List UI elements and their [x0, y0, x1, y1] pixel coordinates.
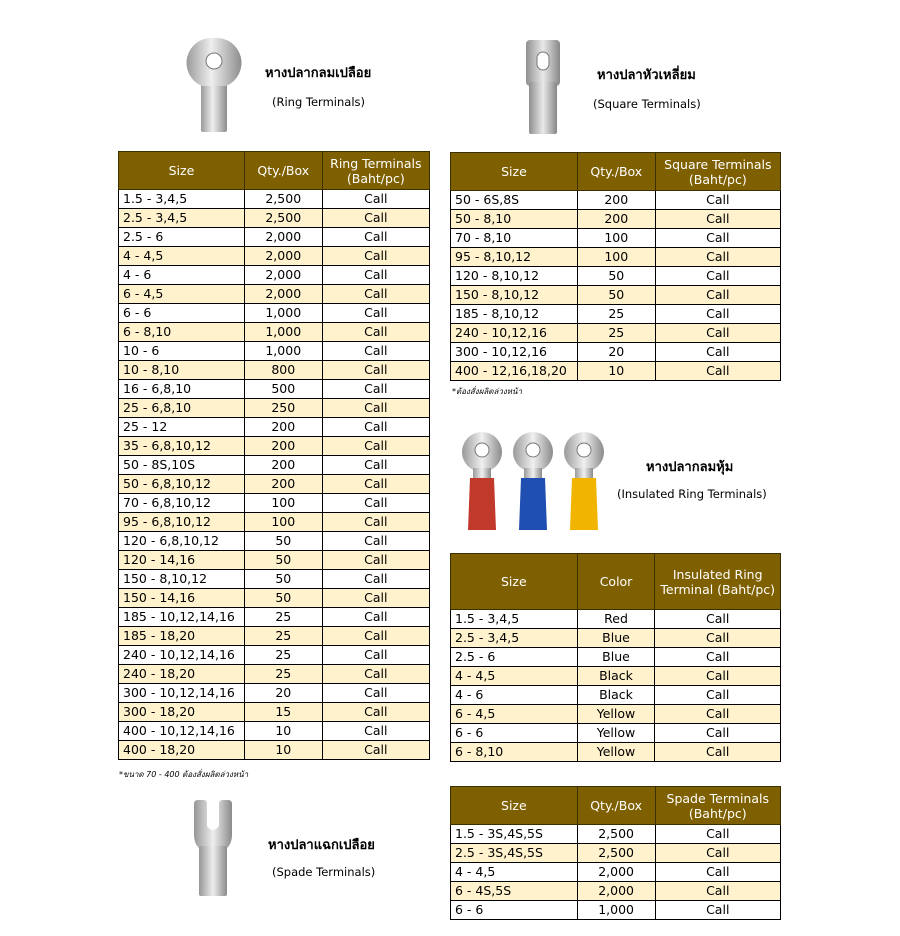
size-cell: 150 - 8,10,12 — [119, 570, 245, 589]
col-price: Insulated Ring Terminal (Baht/pc) — [655, 554, 781, 610]
price-cell: Call — [655, 724, 781, 743]
col-size: Size — [451, 153, 578, 191]
qty-cell: 1,000 — [244, 304, 322, 323]
qty-cell: 2,000 — [577, 882, 655, 901]
price-cell: Call — [322, 627, 429, 646]
qty-cell: 500 — [244, 380, 322, 399]
size-cell: 6 - 6 — [119, 304, 245, 323]
price-cell: Call — [322, 285, 429, 304]
table-row — [451, 362, 781, 381]
size-cell: 400 - 12,16,18,20 — [451, 362, 578, 381]
square-subheading: (Square Terminals) — [593, 97, 701, 111]
price-cell: Call — [322, 532, 429, 551]
size-cell: 120 - 14,16 — [119, 551, 245, 570]
price-cell: Call — [322, 342, 429, 361]
price-cell: Call — [655, 743, 781, 762]
size-cell: 50 - 6S,8S — [451, 191, 578, 210]
size-cell: 185 - 10,12,14,16 — [119, 608, 245, 627]
size-cell: 300 - 10,12,14,16 — [119, 684, 245, 703]
price-cell: Call — [322, 247, 429, 266]
size-cell: 35 - 6,8,10,12 — [119, 437, 245, 456]
size-cell: 4 - 6 — [451, 686, 578, 705]
table-row — [119, 627, 430, 646]
table-row — [451, 825, 781, 844]
size-cell: 50 - 8,10 — [451, 210, 578, 229]
size-cell: 1.5 - 3S,4S,5S — [451, 825, 578, 844]
table-row — [451, 343, 781, 362]
red-insulated-terminal — [462, 432, 502, 530]
price-cell: Call — [655, 901, 780, 920]
table-row — [119, 589, 430, 608]
table-row — [119, 703, 430, 722]
table-row — [119, 665, 430, 684]
size-cell: 6 - 4,5 — [451, 705, 578, 724]
price-cell: Call — [322, 304, 429, 323]
size-cell: 185 - 8,10,12 — [451, 305, 578, 324]
table-row — [119, 570, 430, 589]
qty-cell: 25 — [577, 305, 655, 324]
table-row — [451, 901, 781, 920]
table-row — [119, 646, 430, 665]
table-row — [451, 844, 781, 863]
color-cell: Black — [577, 686, 655, 705]
table-row — [451, 610, 781, 629]
table-row — [119, 494, 430, 513]
price-cell: Call — [322, 323, 429, 342]
ring-terminal-image — [186, 36, 242, 136]
table-row — [119, 475, 430, 494]
col-price: Ring Terminals (Baht/pc) — [322, 152, 429, 190]
qty-cell: 200 — [244, 418, 322, 437]
qty-cell: 200 — [244, 437, 322, 456]
qty-cell: 2,000 — [244, 266, 322, 285]
qty-cell: 200 — [244, 475, 322, 494]
size-cell: 2.5 - 6 — [119, 228, 245, 247]
qty-cell: 25 — [244, 646, 322, 665]
spade-heading: หางปลาแฉกเปลือย — [268, 838, 375, 853]
price-cell: Call — [655, 705, 781, 724]
price-cell: Call — [322, 266, 429, 285]
price-cell: Call — [322, 494, 429, 513]
price-cell: Call — [322, 361, 429, 380]
size-cell: 6 - 4,5 — [119, 285, 245, 304]
qty-cell: 100 — [244, 494, 322, 513]
qty-cell: 2,000 — [244, 285, 322, 304]
qty-cell: 50 — [244, 570, 322, 589]
qty-cell: 2,000 — [577, 863, 655, 882]
price-cell: Call — [322, 684, 429, 703]
size-cell: 300 - 18,20 — [119, 703, 245, 722]
table-row — [119, 190, 430, 209]
size-cell: 50 - 6,8,10,12 — [119, 475, 245, 494]
price-cell: Call — [655, 362, 780, 381]
price-cell: Call — [322, 589, 429, 608]
price-cell: Call — [322, 646, 429, 665]
table-row — [119, 361, 430, 380]
price-cell: Call — [655, 629, 781, 648]
table-row — [451, 191, 781, 210]
size-cell: 25 - 6,8,10 — [119, 399, 245, 418]
qty-cell: 10 — [577, 362, 655, 381]
qty-cell: 2,500 — [244, 190, 322, 209]
square-terminals-table — [450, 152, 781, 381]
size-cell: 185 - 18,20 — [119, 627, 245, 646]
table-row — [451, 629, 781, 648]
price-cell: Call — [322, 665, 429, 684]
table-row — [451, 324, 781, 343]
qty-cell: 20 — [244, 684, 322, 703]
qty-cell: 10 — [244, 722, 322, 741]
price-cell: Call — [655, 667, 781, 686]
price-cell: Call — [322, 209, 429, 228]
qty-cell: 2,500 — [244, 209, 322, 228]
price-cell: Call — [322, 475, 429, 494]
square-terminal-image — [520, 38, 566, 138]
size-cell: 240 - 10,12,16 — [451, 324, 578, 343]
size-cell: 2.5 - 3,4,5 — [451, 629, 578, 648]
size-cell: 95 - 8,10,12 — [451, 248, 578, 267]
col-size: Size — [451, 554, 578, 610]
color-cell: Blue — [577, 648, 655, 667]
qty-cell: 50 — [244, 532, 322, 551]
qty-cell: 15 — [244, 703, 322, 722]
square-heading: หางปลาหัวเหลี่ยม — [597, 68, 696, 83]
qty-cell: 1,000 — [577, 901, 655, 920]
size-cell: 400 - 18,20 — [119, 741, 245, 760]
price-cell: Call — [322, 722, 429, 741]
price-cell: Call — [322, 437, 429, 456]
size-cell: 6 - 8,10 — [451, 743, 578, 762]
size-cell: 4 - 4,5 — [451, 863, 578, 882]
size-cell: 6 - 4S,5S — [451, 882, 578, 901]
qty-cell: 25 — [577, 324, 655, 343]
size-cell: 2.5 - 6 — [451, 648, 578, 667]
price-cell: Call — [322, 418, 429, 437]
size-cell: 120 - 6,8,10,12 — [119, 532, 245, 551]
col-price: Square Terminals (Baht/pc) — [655, 153, 780, 191]
qty-cell: 100 — [577, 229, 655, 248]
price-cell: Call — [322, 228, 429, 247]
price-cell: Call — [322, 190, 429, 209]
price-cell: Call — [655, 191, 780, 210]
size-cell: 4 - 4,5 — [451, 667, 578, 686]
price-cell: Call — [655, 305, 780, 324]
qty-cell: 800 — [244, 361, 322, 380]
price-cell: Call — [655, 648, 781, 667]
qty-cell: 250 — [244, 399, 322, 418]
qty-cell: 10 — [244, 741, 322, 760]
color-cell: Blue — [577, 629, 655, 648]
table-row — [451, 667, 781, 686]
qty-cell: 100 — [244, 513, 322, 532]
col-size: Size — [119, 152, 245, 190]
table-row — [119, 285, 430, 304]
size-cell: 300 - 10,12,16 — [451, 343, 578, 362]
table-row — [451, 267, 781, 286]
table-row — [451, 686, 781, 705]
size-cell: 16 - 6,8,10 — [119, 380, 245, 399]
price-cell: Call — [655, 844, 780, 863]
table-row — [119, 266, 430, 285]
size-cell: 25 - 12 — [119, 418, 245, 437]
price-cell: Call — [655, 248, 780, 267]
price-cell: Call — [655, 286, 780, 305]
color-cell: Black — [577, 667, 655, 686]
table-row — [119, 304, 430, 323]
size-cell: 6 - 6 — [451, 901, 578, 920]
table-row — [119, 323, 430, 342]
table-row — [119, 608, 430, 627]
qty-cell: 2,000 — [244, 247, 322, 266]
col-qty: Qty./Box — [577, 787, 655, 825]
price-cell: Call — [322, 399, 429, 418]
table-row — [119, 684, 430, 703]
size-cell: 50 - 8S,10S — [119, 456, 245, 475]
color-cell: Red — [577, 610, 655, 629]
qty-cell: 50 — [577, 267, 655, 286]
size-cell: 1.5 - 3,4,5 — [451, 610, 578, 629]
qty-cell: 50 — [577, 286, 655, 305]
table-row — [119, 456, 430, 475]
size-cell: 10 - 6 — [119, 342, 245, 361]
qty-cell: 200 — [244, 456, 322, 475]
qty-cell: 2,500 — [577, 844, 655, 863]
qty-cell: 1,000 — [244, 323, 322, 342]
size-cell: 2.5 - 3S,4S,5S — [451, 844, 578, 863]
qty-cell: 50 — [244, 551, 322, 570]
size-cell: 4 - 6 — [119, 266, 245, 285]
price-cell: Call — [655, 324, 780, 343]
size-cell: 10 - 8,10 — [119, 361, 245, 380]
price-cell: Call — [655, 229, 780, 248]
price-cell: Call — [322, 513, 429, 532]
qty-cell: 50 — [244, 589, 322, 608]
qty-cell: 25 — [244, 627, 322, 646]
table-row — [451, 305, 781, 324]
color-cell: Yellow — [577, 724, 655, 743]
price-cell: Call — [322, 608, 429, 627]
table-row — [451, 743, 781, 762]
price-cell: Call — [655, 882, 780, 901]
insulated-subheading: (Insulated Ring Terminals) — [617, 487, 767, 501]
ring-terminals-table — [118, 151, 430, 760]
table-row — [451, 286, 781, 305]
size-cell: 1.5 - 3,4,5 — [119, 190, 245, 209]
spade-terminal-image — [190, 800, 236, 900]
table-row — [119, 532, 430, 551]
table-row — [451, 863, 781, 882]
price-cell: Call — [655, 343, 780, 362]
qty-cell: 20 — [577, 343, 655, 362]
price-cell: Call — [322, 456, 429, 475]
price-cell: Call — [655, 825, 780, 844]
table-row — [119, 418, 430, 437]
size-cell: 400 - 10,12,14,16 — [119, 722, 245, 741]
size-cell: 70 - 6,8,10,12 — [119, 494, 245, 513]
table-row — [451, 882, 781, 901]
size-cell: 240 - 18,20 — [119, 665, 245, 684]
col-color: Color — [577, 554, 655, 610]
price-cell: Call — [655, 267, 780, 286]
ring-note: *ขนาด 70 - 400 ต้องสั่งผลิตล่วงหน้า — [119, 770, 249, 779]
size-cell: 120 - 8,10,12 — [451, 267, 578, 286]
size-cell: 240 - 10,12,14,16 — [119, 646, 245, 665]
price-cell: Call — [322, 570, 429, 589]
table-row — [119, 551, 430, 570]
table-row — [119, 342, 430, 361]
table-row — [119, 399, 430, 418]
price-cell: Call — [322, 551, 429, 570]
spade-subheading: (Spade Terminals) — [272, 865, 376, 879]
table-row — [119, 741, 430, 760]
qty-cell: 25 — [244, 608, 322, 627]
col-price: Spade Terminals (Baht/pc) — [655, 787, 780, 825]
price-cell: Call — [322, 741, 429, 760]
table-row — [451, 229, 781, 248]
table-row — [451, 724, 781, 743]
ring-subheading: (Ring Terminals) — [272, 95, 365, 109]
qty-cell: 200 — [577, 210, 655, 229]
size-cell: 150 - 8,10,12 — [451, 286, 578, 305]
price-cell: Call — [322, 380, 429, 399]
color-cell: Yellow — [577, 705, 655, 724]
table-row — [119, 247, 430, 266]
size-cell: 95 - 6,8,10,12 — [119, 513, 245, 532]
qty-cell: 200 — [577, 191, 655, 210]
price-cell: Call — [655, 863, 780, 882]
price-cell: Call — [322, 703, 429, 722]
col-qty: Qty./Box — [244, 152, 322, 190]
col-size: Size — [451, 787, 578, 825]
yellow-insulated-terminal — [564, 432, 604, 530]
price-cell: Call — [655, 610, 781, 629]
size-cell: 70 - 8,10 — [451, 229, 578, 248]
qty-cell: 1,000 — [244, 342, 322, 361]
table-row — [119, 722, 430, 741]
qty-cell: 100 — [577, 248, 655, 267]
color-cell: Yellow — [577, 743, 655, 762]
size-cell: 150 - 14,16 — [119, 589, 245, 608]
table-row — [451, 648, 781, 667]
spade-terminals-table — [450, 786, 781, 920]
table-row — [119, 209, 430, 228]
col-qty: Qty./Box — [577, 153, 655, 191]
price-cell: Call — [655, 686, 781, 705]
size-cell: 4 - 4,5 — [119, 247, 245, 266]
ring-heading: หางปลากลมเปลือย — [265, 66, 372, 81]
price-cell: Call — [655, 210, 780, 229]
table-row — [119, 380, 430, 399]
insulated-terminals-table — [450, 553, 781, 762]
table-row — [119, 513, 430, 532]
table-row — [119, 437, 430, 456]
size-cell: 6 - 6 — [451, 724, 578, 743]
size-cell: 6 - 8,10 — [119, 323, 245, 342]
qty-cell: 2,500 — [577, 825, 655, 844]
insulated-heading: หางปลากลมหุ้ม — [646, 460, 734, 475]
qty-cell: 25 — [244, 665, 322, 684]
table-row — [119, 228, 430, 247]
blue-insulated-terminal — [513, 432, 553, 530]
table-row — [451, 248, 781, 267]
table-row — [451, 210, 781, 229]
size-cell: 2.5 - 3,4,5 — [119, 209, 245, 228]
insulated-terminals-image — [460, 428, 610, 534]
qty-cell: 2,000 — [244, 228, 322, 247]
table-row — [451, 705, 781, 724]
square-note: *ต้องสั่งผลิตล่วงหน้า — [452, 387, 523, 396]
